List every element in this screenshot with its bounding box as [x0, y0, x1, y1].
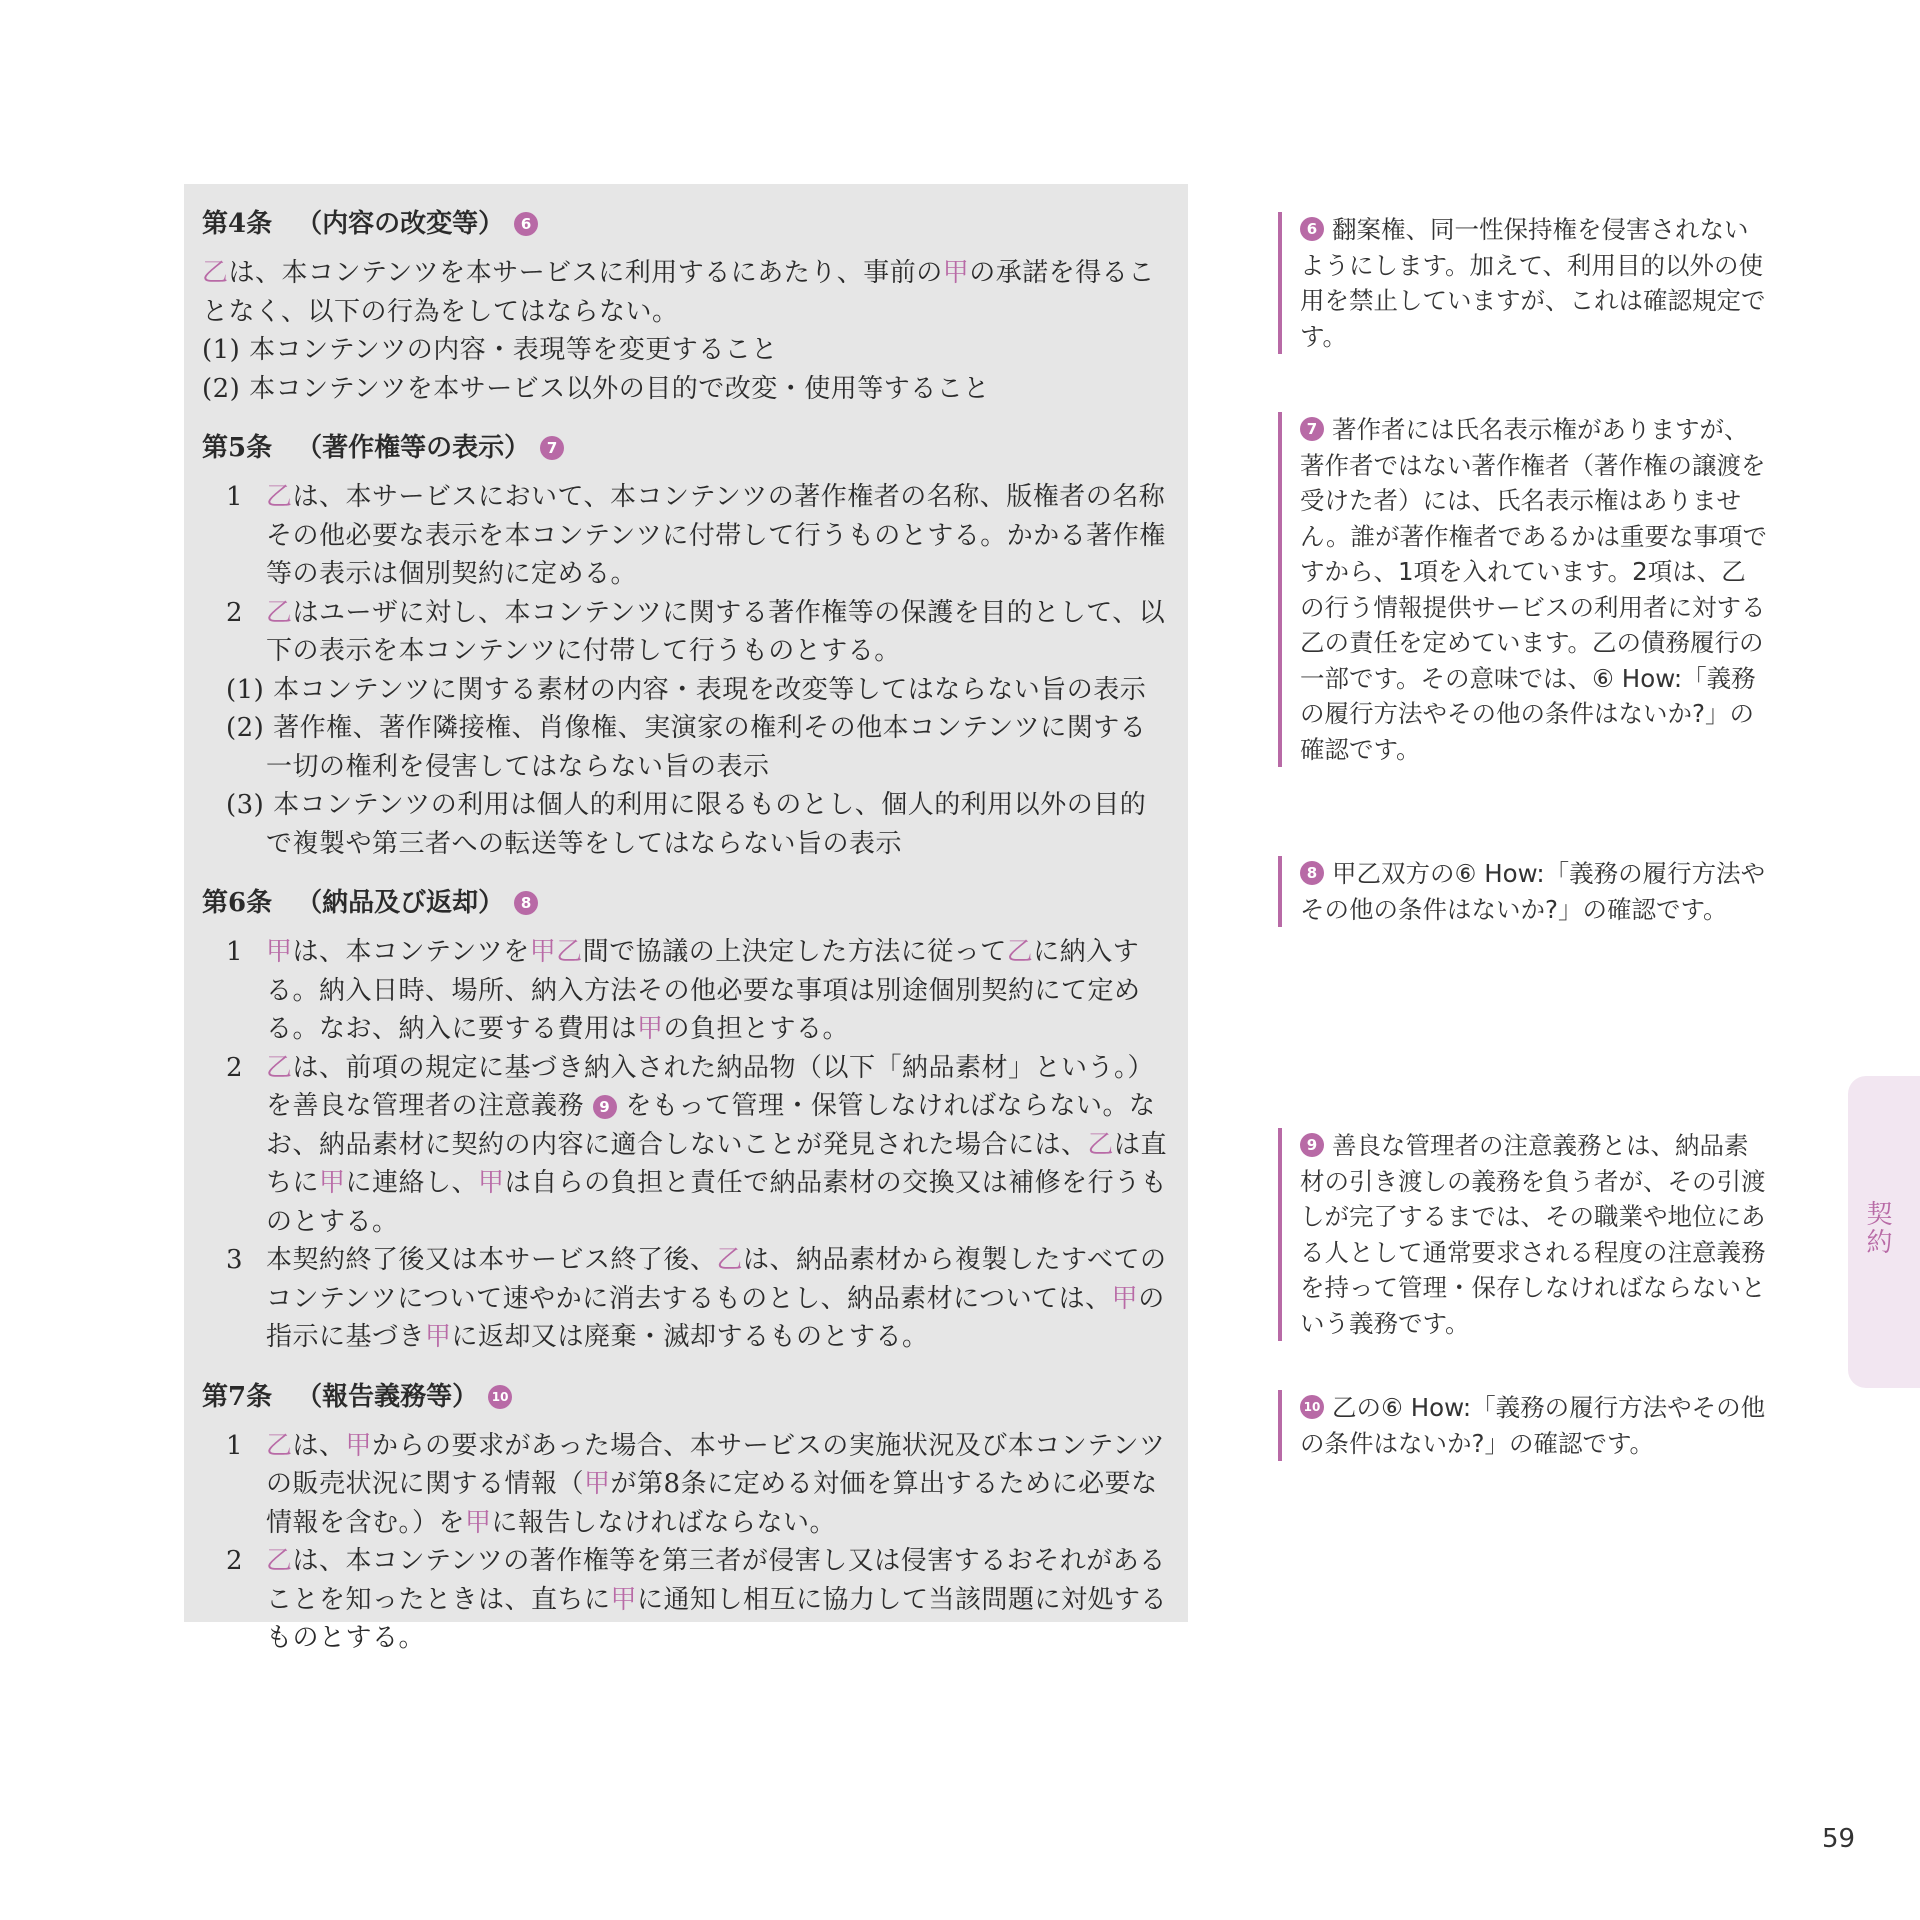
party-name: 甲乙	[529, 937, 583, 967]
clause-number: 2	[226, 1052, 244, 1083]
article-title: （著作権等の表示）	[296, 433, 531, 463]
note-ref-badge: 6	[514, 212, 538, 236]
note-badge: 6	[1300, 217, 1324, 241]
numbered-clause	[202, 933, 1170, 1049]
party-name: 乙	[266, 1430, 293, 1461]
note-badge: 10	[1300, 1395, 1324, 1419]
party-name: 乙	[1006, 937, 1034, 967]
note-badge: 8	[1300, 861, 1324, 885]
numbered-clause	[202, 478, 1170, 594]
numbered-clause	[202, 1427, 1170, 1543]
note-badge: 9	[1300, 1133, 1324, 1157]
clause-number: 3	[226, 1245, 244, 1275]
clause-fragment: は、本サービスにおいて、本コンテンツの著作権者の名称、版権者の名称その他必要な表示を本コンテンツに付帯して行うものとする。かかる著作権等の表示は個別契約に定める。	[266, 482, 1166, 589]
party-name: 甲	[345, 1430, 373, 1461]
clause-fragment: は、本コンテンツを	[292, 937, 530, 967]
clause-fragment: は、前項の規定に基づき納入された納品物（以下「納品素材」という。）を善良な管理者の注意義務	[266, 1052, 1155, 1121]
clause-fragment: 間で協議の上決定した方法に従って	[582, 937, 1007, 967]
contract-excerpt-box	[184, 184, 1188, 1653]
clause-fragment: に連絡し、	[345, 1168, 479, 1198]
clause-text	[202, 254, 1170, 331]
party-name: 乙	[266, 482, 293, 512]
sub-item	[202, 786, 1170, 863]
clause-fragment: に通知し相互に協力して当該問題に対処するものとする。	[266, 1584, 1168, 1653]
clause-fragment: が第8条に定める対価を算出するために必要な情報を含む。）を	[266, 1469, 1158, 1538]
numbered-clause	[202, 1241, 1170, 1357]
clause-text	[202, 370, 1170, 409]
clause-number: 1	[226, 482, 244, 512]
party-name: 甲	[942, 258, 970, 288]
party-name: 甲	[319, 1168, 346, 1198]
note-ref-badge: 8	[514, 891, 538, 915]
clause-fragment: の承諾を得ることなく、以下の行為をしてはならない。	[202, 258, 1155, 327]
clause-fragment: からの要求があった場合、本サービスの実施状況及び本コンテンツの販売状況に関する情報（	[266, 1430, 1166, 1499]
party-name: 甲	[610, 1584, 638, 1615]
clause-fragment: は自らの負担と責任で納品素材の交換又は補修を行うものとする。	[266, 1168, 1168, 1237]
note-ref-badge: 7	[540, 436, 564, 460]
clause-fragment: は、本コンテンツを本サービスに利用するにあたり、事前の	[228, 258, 943, 288]
clause-number: 2	[226, 1546, 244, 1576]
clause-fragment: は、	[292, 1430, 346, 1461]
note-badge: 7	[1300, 417, 1324, 441]
clause-fragment: 本契約終了後又は本サービス終了後、	[266, 1245, 717, 1275]
clause-number: 2	[226, 597, 244, 628]
party-name: 甲	[478, 1168, 505, 1198]
note-ref-badge: 10	[488, 1385, 512, 1409]
party-name: 甲	[1111, 1283, 1139, 1314]
side-note	[1278, 1390, 1768, 1461]
article-number: 第5条	[202, 433, 273, 463]
side-note	[1278, 412, 1768, 767]
clause-fragment: は、本コンテンツの著作権等を第三者が侵害し又は侵害するおそれがあることを知ったときは、直ちに	[266, 1546, 1166, 1615]
side-note	[1278, 212, 1768, 354]
clause-fragment: は、納品素材から複製したすべてのコンテンツについて速やかに消去するものとし、納品素材については、	[266, 1245, 1167, 1314]
article-title: （納品及び返却）	[296, 888, 505, 918]
note-ref-badge: 9	[593, 1095, 617, 1119]
article-heading	[202, 1371, 1170, 1423]
clause-number: 1	[226, 937, 244, 967]
article-title: （内容の改変等）	[296, 209, 505, 239]
numbered-clause	[202, 1049, 1170, 1242]
clause-fragment: はユーザに対し、本コンテンツに関する著作権等の保護を目的として、以下の表示を本コンテンツに付帯して行うものとする。	[266, 597, 1166, 666]
party-name: 甲	[584, 1469, 611, 1499]
section-tab-label: 契約	[1862, 1200, 1892, 1256]
clause-fragment: に報告しなければならない。	[491, 1507, 837, 1538]
sub-item	[202, 671, 1170, 710]
clause-fragment: に納入する。納入日時、場所、納入方法その他必要な事項は別途個別契約にて定める。なお、納入に要する費用は	[266, 937, 1141, 1044]
article-heading	[202, 422, 1170, 474]
party-name: 乙	[716, 1245, 744, 1275]
article-number: 第7条	[202, 1381, 273, 1412]
page-number: 59	[1822, 1824, 1856, 1854]
clause-fragment: の負担とする。	[663, 1014, 850, 1044]
clause-fragment: (3) 本コンテンツの利用は個人的利用に限るものとし、個人的利用以外の目的で複製や第三者への転送等をしてはならない旨の表示	[226, 790, 1147, 859]
clause-fragment: (1) 本コンテンツの内容・表現等を変更すること	[202, 335, 778, 365]
article-number: 第6条	[202, 888, 273, 918]
note-text: 善良な管理者の注意義務とは、納品素材の引き渡しの義務を負う者が、その引渡しが完了するまでは、その職業や地位にある人として通常要求される程度の注意義務を持って管理・保存しなければならないという義務です。	[1300, 1131, 1766, 1338]
clause-fragment: をもって管理・保管しなければならない。なお、納品素材に契約の内容に適合しないことが発見された場合には、	[266, 1091, 1156, 1160]
note-text: 翻案権、同一性保持権を侵害されないようにします。加えて、利用目的以外の使用を禁止していますが、これは確認規定です。	[1300, 215, 1766, 351]
side-note	[1278, 1128, 1768, 1341]
side-note	[1278, 856, 1768, 927]
party-name: 乙	[1087, 1129, 1115, 1160]
note-text: 甲乙双方の⑥ How:「義務の履行方法やその他の条件はないか?」の確認です。	[1300, 859, 1766, 924]
clause-number: 1	[226, 1430, 244, 1461]
article-number: 第4条	[202, 209, 273, 239]
party-name: 乙	[266, 1546, 293, 1576]
party-name: 甲	[465, 1507, 492, 1538]
party-name: 乙	[266, 597, 293, 628]
party-name: 甲	[637, 1014, 664, 1044]
clause-text	[202, 331, 1170, 370]
clause-fragment: (2) 本コンテンツを本サービス以外の目的で改変・使用等すること	[202, 373, 990, 404]
article-heading	[202, 877, 1170, 929]
clause-fragment: (2) 著作権、著作隣接権、肖像権、実演家の権利その他本コンテンツに関する一切の権利を侵害してはならない旨の表示	[226, 713, 1147, 782]
party-name: 乙	[266, 1052, 293, 1083]
numbered-clause	[202, 1542, 1170, 1658]
party-name: 甲	[425, 1322, 452, 1352]
sub-item	[202, 709, 1170, 786]
clause-fragment: (1) 本コンテンツに関する素材の内容・表現を改変等してはならない旨の表示	[226, 674, 1147, 705]
clause-fragment: に返却又は廃棄・滅却するものとする。	[451, 1322, 929, 1352]
note-text: 乙の⑥ How:「義務の履行方法やその他の条件はないか?」の確認です。	[1300, 1393, 1766, 1458]
party-name: 乙	[202, 258, 229, 288]
party-name: 甲	[266, 937, 293, 967]
article-heading	[202, 198, 1170, 250]
article-title: （報告義務等）	[296, 1381, 479, 1412]
clause-fragment: は直ちに	[266, 1129, 1168, 1198]
numbered-clause	[202, 594, 1170, 671]
note-text: 著作者には氏名表示権がありますが、著作者ではない著作権者（著作権の譲渡を受けた者）には、氏名表示権はありません。誰が著作権者であるかは重要な事項ですから、1項を入れています。2項は、乙の行う情報提供サービスの利用者に対する乙の責任を定めています。乙の債務履行の一部です。その意味では、⑥ How:「義務の履行方法やその他の条件はないか?」の確認です。	[1300, 415, 1767, 764]
clause-fragment: の指示に基づき	[266, 1283, 1165, 1352]
